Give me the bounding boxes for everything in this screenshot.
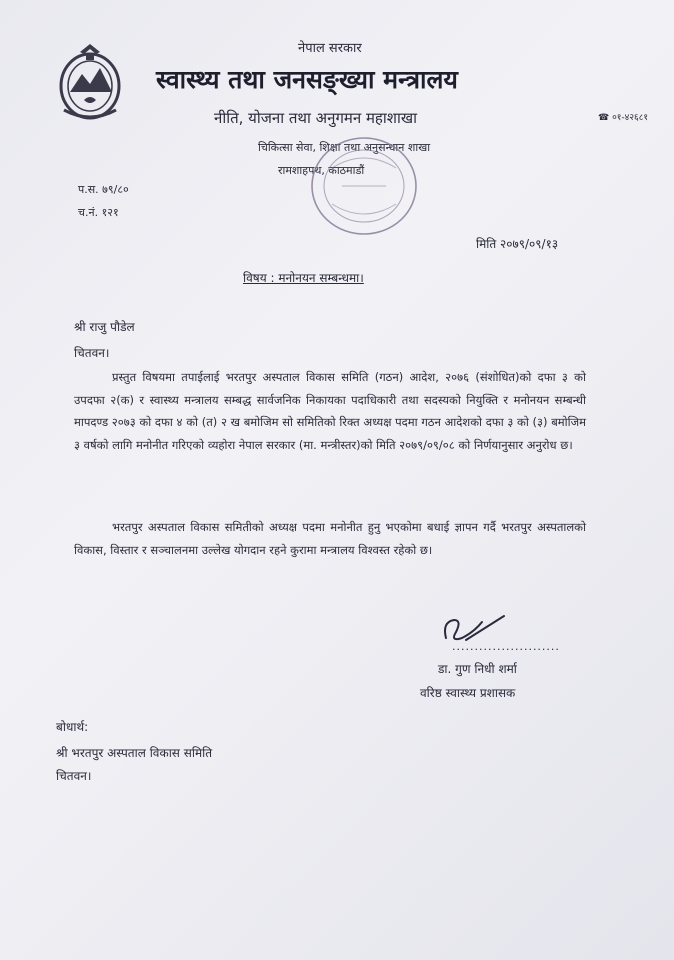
cc-label: बोधार्थ:: [56, 720, 89, 734]
recipient-place: चितवन।: [74, 346, 110, 360]
chalani-number: च.नं. १२१: [78, 206, 119, 219]
nepal-emblem-logo: [58, 40, 122, 122]
signature-line: ........................: [452, 640, 560, 653]
signatory-title: वरिष्ठ स्वास्थ्य प्रशासक: [420, 686, 516, 700]
cc-recipient-place: चितवन।: [56, 769, 92, 783]
cc-recipient-name: श्री भरतपुर अस्पताल विकास समिति: [56, 746, 213, 760]
ministry-name: स्वास्थ्य तथा जनसङ्ख्या मन्त्रालय: [156, 65, 458, 94]
body-paragraph-2: भरतपुर अस्पताल विकास समितीको अध्यक्ष पदमा मनोनीत हुनु भएकोमा बधाई ज्ञापन गर्दै भरतपुर अस्पतालको विकास, विस्तार र सञ्चालनमा उल्लेख योगदान रहने कुरामा मन्त्रालय विश्वस्त रहेको छ।: [74, 520, 586, 557]
division-name: नीति, योजना तथा अनुगमन महाशाखा: [214, 109, 418, 127]
government-name: नेपाल सरकार: [298, 41, 362, 56]
letter-subject: विषय : मनोनयन सम्बन्धमा।: [243, 271, 364, 285]
letter-date: मिति २०७९/०९/१३: [476, 237, 559, 251]
phone-number: ☎ ०१-४२६८१: [598, 113, 649, 123]
office-address: रामशाहपथ, काठमाडौं: [278, 164, 365, 177]
body-paragraph-1: प्रस्तुत विषयमा तपाईलाई भरतपुर अस्पताल विकास समिति (गठन) आदेश, २०७६ (संशोधित)को दफा ३ को उपदफा २(क) र स्वास्थ्य मन्त्रालय सम्बद्ध सार्वजनिक निकायका पदाधिकारी तथा सदस्यको नियुक्ति र मनोनयन सम्बन्धी मापदण्ड २०७३ को दफा ४ को (त) २ ख बमोजिम सो समितिको रिक्त अध्यक्ष पदमा गठन आदेशको दफा ३ को (३) बमोजिम ३ वर्षको लागि मनोनीत गरिएको व्यहोरा नेपाल सरकार (मा. मन्त्रीस्तर)को मिति २०७९/०९/०८ को निर्णयानुसार अनुरोध छ।: [74, 370, 586, 452]
office-stamp: [302, 128, 422, 240]
signatory-name: डा. गुण निधी शर्मा: [438, 662, 517, 676]
recipient-name: श्री राजु पौडेल: [74, 320, 135, 334]
patra-sankhya: प.स. ७९/८०: [78, 183, 129, 196]
section-name: चिकित्सा सेवा, शिक्षा तथा अनुसन्धान शाखा: [258, 141, 431, 154]
